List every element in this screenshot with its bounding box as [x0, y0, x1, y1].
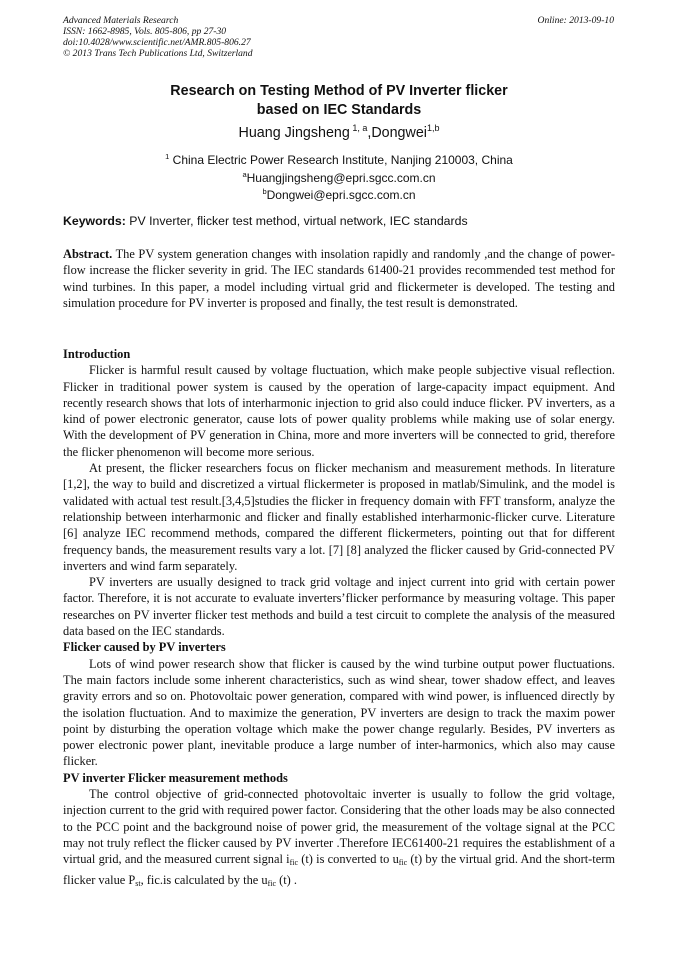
copyright-line: © 2013 Trans Tech Publications Ltd, Switzerland — [63, 48, 253, 59]
journal-header — [63, 15, 253, 59]
email-b: Dongwei@epri.sgcc.com.cn — [266, 188, 416, 202]
author-1: Huang Jingsheng — [238, 124, 350, 141]
intro-paragraph-2: At present, the flicker researchers focus on flicker mechanism and measurement methods. In literature [1,2], the way to build and discretized a virtual flickermeter is proposed in matlab/Simulink, and the model is validated with actual test result.[3,4,5]studies the flicker in frequency domain with FFT transform, analyze the relationship between interharmonic and flicker and finally established interharmonic-flicker curve. Literature [6] analyze IEC recommend methods, compared the different flickermeters, pointing out that for different frequency bands, the measurement results vary a lot. [7] [8] analyzed the flicker caused by Grid-connected PV inverters and wind farm separately. — [63, 461, 615, 573]
journal-name: Advanced Materials Research — [63, 15, 179, 26]
sub-fic-2: fic — [398, 858, 408, 868]
flicker-paragraph-1: Lots of wind power research show that flicker is caused by the wind turbine output power fluctuations. The main factors include some inherent characteristics, such as wind shear, tower shadow effect, and leaves gravity errors and so on. Photovoltaic power generation, compared with wind power, is influenced directly by the isolation fluctuation. And to maximize the generation, PV inverters are design to track the maxim power point by disturbing the operation voltage which make the power change regularly. Besides, PV inverters as power electronic power plant, inevitable produce a large number of inter-harmonics, which also may cause flicker. — [63, 656, 615, 769]
measure-text-c: (t) by the virtual grid. And the short-term flicker value P — [63, 852, 615, 887]
sub-fic-3: fic — [267, 878, 277, 888]
sub-fic-1: fic — [289, 858, 299, 868]
keywords-text: PV Inverter, flicker test method, virtual network, IEC standards — [125, 214, 468, 228]
title-line-2: based on IEC Standards — [256, 102, 422, 118]
measure-text-a: The control objective of grid-connected photovoltaic inverter is usually to follow the grid voltage, injection current to the grid with required power factor. Considering that the other loads may be also connected to the PCC point and the background noise of power grid, the measurement of the voltage signal at the PCC may not truly reflect the flicker caused by PV inverter .Therefore IEC61400-21 requires the establishment of a virtual grid, and the measured current signal i — [63, 787, 615, 867]
email-b-line — [63, 185, 615, 203]
measure-text-b: (t) is converted to u — [298, 852, 399, 867]
measure-paragraph-1 — [63, 786, 615, 892]
title-line-1: Research on Testing Method of PV Inverter flicker — [170, 83, 508, 99]
measure-text-e: (t) . — [276, 872, 298, 887]
intro-paragraph-1: Flicker is harmful result caused by voltage fluctuation, which make people subjective visual reflection. Flicker in traditional power system is caused by the operation of large-capacity impact equipment. And recently research shows that lots of interharmonic injection to grid also could induce flicker. PV inverters, as a kind of power electronic generator, cause lots of power quality problems while making use of solar energy. With the development of PV generation in China, more and more inverters will be connected to grid, therefore the flicker phenomenon will become more serious. — [63, 363, 615, 459]
affiliation-text: China Electric Power Research Institute, Nanjing 210003, China — [169, 153, 513, 167]
author-1-sup: 1, a — [349, 123, 368, 133]
measure-text-d: , fic.is calculated by the u — [140, 872, 268, 887]
intro-paragraph-3: PV inverters are usually designed to track grid voltage and inject current into grid with certain power factor. Therefore, it is not accurate to evaluate inverters’flicker performance by measuring voltage. This paper researches on PV inverter flicker test methods and build a test circuit to complete the analysis of the measured data based on the IEC standards. — [63, 575, 615, 639]
authors — [63, 123, 615, 141]
email-a-sup: a — [242, 169, 247, 179]
keywords-label: Keywords: — [63, 214, 126, 228]
affiliation-line — [63, 150, 615, 168]
author-sep: , — [367, 124, 372, 141]
online-date: Online: 2013-09-10 — [537, 15, 614, 26]
author-2: Dongwei — [371, 124, 427, 141]
email-a-line — [63, 168, 615, 186]
affiliation — [63, 150, 615, 203]
email-a: Huangjingsheng@epri.sgcc.com.cn — [246, 170, 436, 185]
affiliation-num: 1 — [165, 152, 170, 161]
author-2-sup: 1,b — [426, 123, 440, 133]
measure-heading: PV inverter Flicker measurement methods — [63, 770, 288, 785]
doi-line: doi:10.4028/www.scientific.net/AMR.805-806.27 — [63, 37, 251, 48]
body — [63, 346, 615, 892]
keywords — [63, 214, 615, 228]
email-b-sup: b — [262, 187, 267, 196]
abstract-text: The PV system generation changes with insolation rapidly and randomly ,and the change of power-flow increase the flicker severity in grid. The IEC standards 61400-21 provides recommended test method for wind turbines. In this paper, a model including virtual grid and flickermeter is developed. The testing and simulation procedure for PV inverter is proposed and finally, the test result is demonstrated. — [63, 247, 615, 310]
sub-st: st — [135, 878, 141, 888]
flicker-heading: Flicker caused by PV inverters — [63, 640, 226, 655]
abstract-paragraph — [63, 246, 615, 311]
intro-heading: Introduction — [63, 347, 131, 361]
abstract-label: Abstract. — [63, 247, 113, 261]
paper-title — [63, 82, 615, 120]
issn-line: ISSN: 1662-8985, Vols. 805-806, pp 27-30 — [63, 26, 227, 37]
abstract — [63, 246, 615, 311]
